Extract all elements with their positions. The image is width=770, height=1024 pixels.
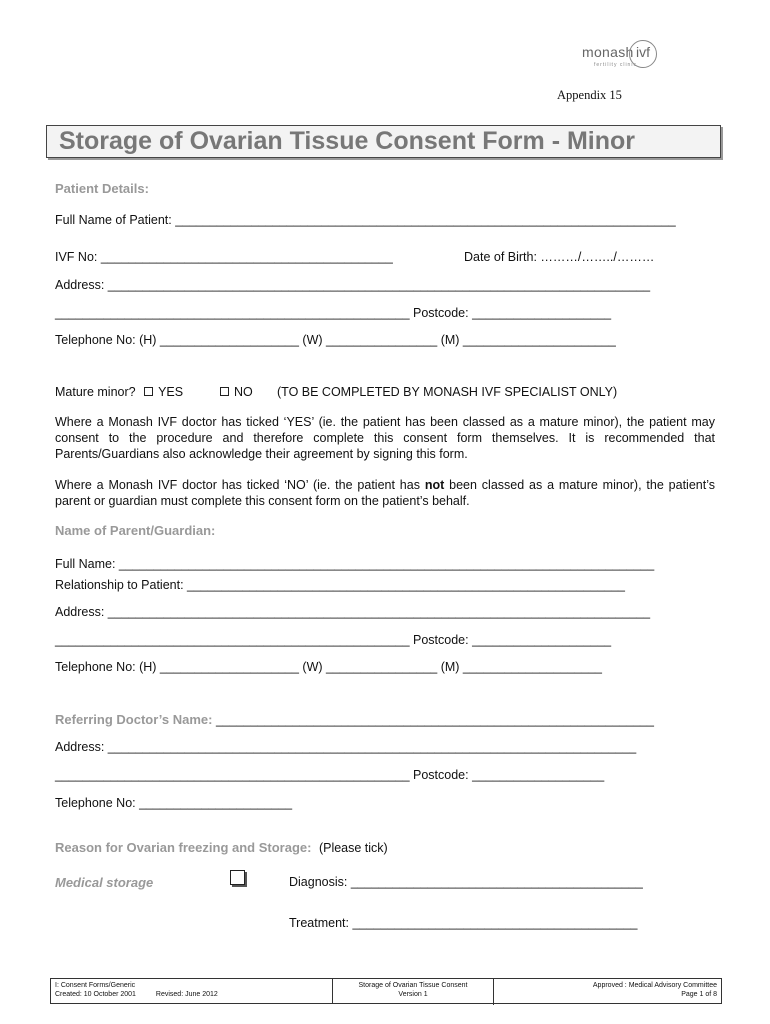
mature-no-paragraph — [55, 477, 715, 509]
no-option — [220, 385, 253, 399]
patient-full-name-field[interactable]: Full Name of Patient: ________________________________________________________________________ — [55, 213, 676, 227]
doctor-name-row — [55, 712, 654, 727]
footer-revised: Revised: June 2012 — [155, 991, 218, 998]
guardian-heading: Name of Parent/Guardian: — [55, 523, 216, 538]
treatment-field[interactable]: Treatment: _________________________________________ — [289, 916, 638, 930]
reason-row — [55, 840, 388, 855]
logo-subtext: fertility clinic — [594, 62, 637, 68]
monash-ivf-logo — [578, 38, 678, 82]
doctor-address-postcode-field[interactable]: ___________________________________________________ Postcode: ___________________ — [55, 768, 605, 782]
doctor-telephone-field[interactable]: Telephone No: ______________________ — [55, 796, 293, 810]
specialist-only-note: (TO BE COMPLETED BY MONASH IVF SPECIALIST ONLY) — [277, 385, 618, 399]
doctor-address-field[interactable]: Address: ____________________________________________________________________________ — [55, 740, 637, 754]
yes-label: YES — [158, 385, 184, 399]
no-label: NO — [234, 385, 253, 399]
patient-address-field[interactable]: Address: ______________________________________________________________________________ — [55, 278, 651, 292]
patient-telephone-field[interactable]: Telephone No: (H) ____________________ (W) ________________ (M) ______________________ — [55, 333, 616, 347]
guardian-address-postcode-field[interactable]: ___________________________________________________ Postcode: ____________________ — [55, 633, 612, 647]
diagnosis-field[interactable]: Diagnosis: __________________________________________ — [289, 875, 643, 889]
guardian-telephone-field[interactable]: Telephone No: (H) ____________________ (W) ________________ (M) ____________________ — [55, 660, 602, 674]
guardian-address-field[interactable]: Address: ______________________________________________________________________________ — [55, 605, 651, 619]
page-footer — [50, 978, 722, 1004]
reason-heading: Reason for Ovarian freezing and Storage — [55, 840, 308, 855]
page-title: Storage of Ovarian Tissue Consent Form - Minor — [59, 127, 636, 155]
logo-mark: ivf — [636, 44, 650, 60]
para2-after: been classed as a mature minor), the patient’s parent or guardian must complete this consent form on the patient’s behalf. — [55, 478, 715, 508]
doctor-name-field[interactable]: _______________________________________________________________ — [215, 713, 654, 727]
doctor-heading: Referring Doctor’s Name: — [55, 712, 213, 727]
relationship-field[interactable]: Relationship to Patient: _______________________________________________________________ — [55, 578, 625, 592]
footer-version: Version 1 — [398, 991, 428, 998]
ivf-number-field[interactable]: IVF No: __________________________________________ — [55, 250, 393, 264]
footer-middle — [333, 979, 494, 1005]
mature-minor-label: Mature minor? — [55, 385, 136, 399]
medical-storage-checkbox[interactable] — [230, 870, 245, 885]
guardian-full-name-field[interactable]: Full Name: _____________________________________________________________________________ — [55, 557, 655, 571]
footer-right — [493, 979, 721, 1003]
patient-address-postcode-field[interactable]: ___________________________________________________ Postcode: ____________________ — [55, 306, 612, 320]
mature-minor-row — [55, 385, 183, 399]
patient-details-heading: Patient Details: — [55, 181, 149, 196]
yes-checkbox[interactable] — [144, 387, 153, 396]
footer-page-number: Page 1 of 8 — [681, 991, 717, 998]
logo-text: monash — [582, 44, 634, 60]
footer-file-path: I: Consent Forms/Generic — [55, 982, 136, 989]
footer-approved: Approved : Medical Advisory Committee — [592, 982, 717, 989]
no-checkbox[interactable] — [220, 387, 229, 396]
appendix-label: Appendix 15 — [557, 88, 622, 102]
footer-dates — [55, 990, 332, 999]
footer-left — [51, 979, 333, 1003]
date-of-birth-field[interactable]: Date of Birth: ………/……../……… — [464, 250, 655, 264]
reason-colon: : — [307, 840, 312, 855]
please-tick-note: (Please tick) — [318, 841, 388, 855]
mature-yes-paragraph: Where a Monash IVF doctor has ticked ‘YES’ (ie. the patient has been classed as a mature minor), the patient may consent to the procedure and therefore complete this consent form themselves. It is recommended that Parents/Guardians also acknowledge their agreement by signing this form. — [55, 415, 715, 461]
para2-before: Where a Monash IVF doctor has ticked ‘NO’ (ie. the patient has — [55, 478, 425, 492]
medical-storage-label: Medical storage — [55, 875, 154, 890]
footer-doc-title: Storage of Ovarian Tissue Consent — [358, 982, 468, 989]
title-box — [46, 125, 721, 158]
footer-created: Created: 10 October 2001 — [55, 991, 136, 998]
para2-bold: not — [424, 478, 445, 492]
